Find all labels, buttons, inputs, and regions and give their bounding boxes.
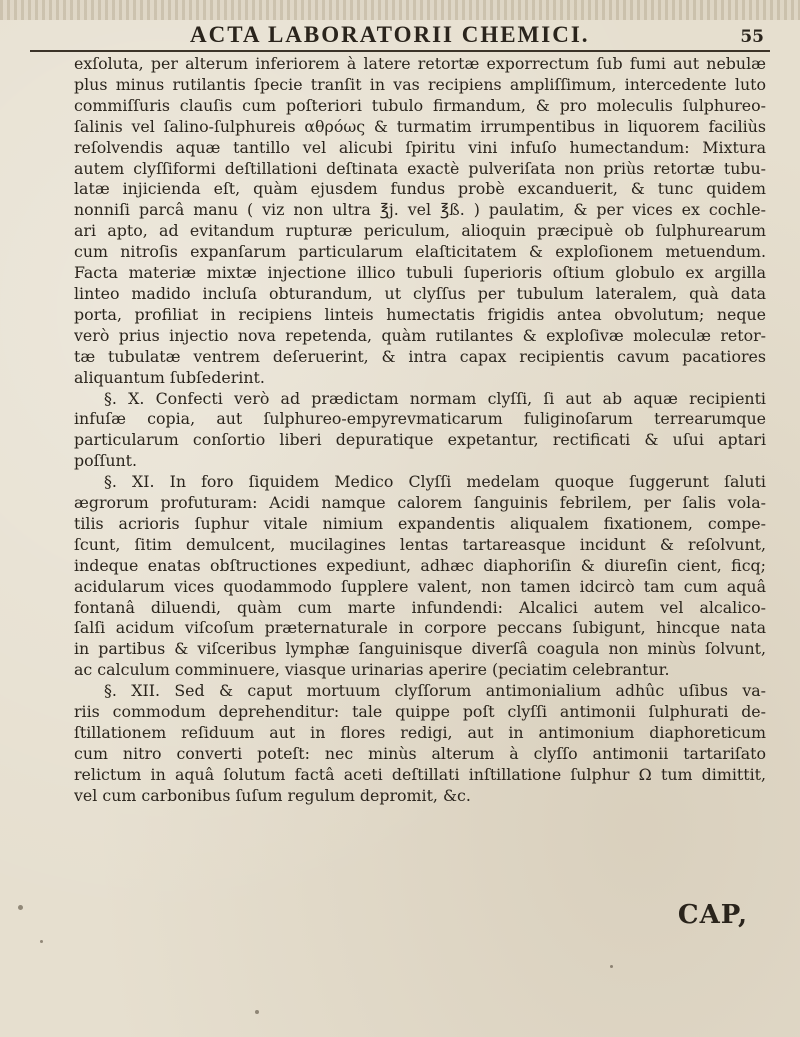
text-line: nonniſi parcâ manu ( viz non ultra ℥j. vel ℥ß. ) paulatim, & per vices ex cochle- [74,200,766,220]
text-line: ac calculum comminuere, viasque urinarias aperire (peciatim celebrantur. [74,660,670,680]
text-line: in partibus & viſceribus lymphæ ſanguinisque diverſâ coagula non minùs ſolvunt, [74,639,766,659]
text-line: tæ tubulatæ ventrem deſeruerint, & intra capax recipientis cavum pacatiores [74,346,766,366]
section-x-heading-line: §. X. Confecti verò ad prædictam normam clyſſi, ſi aut ab aquæ recipienti [104,388,766,408]
page-header [30,18,770,52]
text-line: ſalſi acidum viſcoſum præternaturale in corpore peccans ſubigunt, hincque nata [74,618,766,638]
text-line: latæ injicienda eſt, quàm ejusdem fundus probè excanduerit, & tunc quidem [74,179,766,199]
text-line: linteo madido incluſa obturandum, ut clyſſus per tubulum lateralem, quà data [74,283,766,303]
text-line: commiſſuris clauſis cum poſteriori tubulo firmandum, & pro moleculis ſulphureo- [74,95,766,115]
text-line: ægrorum profuturam: Acidi namque calorem ſanguinis febrilem, per ſalis vola- [74,493,766,513]
ink-speck [255,1010,259,1014]
text-line: verò prius injectio nova repetenda, quàm rutilantes & exploſivæ moleculæ retor- [74,325,766,345]
text-line: tilis acrioris ſuphur vitale nimium expandentis aliqualem fixationem, compe- [74,513,766,533]
text-line: indeque enatas obſtructiones expediunt, adhæc diaphoriſin & diureſin cient, ficq; [74,555,766,575]
text-line: acidularum vices quodammodo ſupplere valent, non tamen idcircò tam cum aquâ [74,576,766,596]
text-line: ſcunt, ſitim demulcent, mucilagines lentas tartareasque incidunt & reſolvunt, [74,534,766,554]
section-xi-heading-line: §. XI. In foro ſiquidem Medico Clyſſi medelam quoque ſuggerunt ſaluti [104,472,766,492]
ink-speck [18,905,23,910]
text-line: ſtillationem reſiduum aut in flores redigi, aut in antimonium diaphoreticum [74,723,766,742]
text-line: reſolvendis aquæ tantillo vel alicubi ſpiritu vini infuſo humectandum: Mixtura [74,137,766,157]
text-line: riis commodum deprehenditur: tale quippe poſt clyſſi antimonii ſulphurati de- [74,702,766,722]
previous-page-bleed [0,0,800,20]
text-line: ari apto, ad evitandum rupturæ periculum, alioquin præcipuè ob ſulphurearum [74,221,766,241]
text-line: poſſunt. [74,451,138,471]
text-line: cum nitro converti poteſt: nec minùs alterum à clyſſo antimonii tartariſato [74,743,766,763]
section-xii-heading-line: §. XII. Sed & caput mortuum clyſſorum antimonialium adhûc uſibus va- [104,681,766,701]
catchword: CAP, [677,900,748,930]
page-number: 55 [740,27,764,47]
body-text [74,54,766,807]
text-line: Facta materiæ mixtæ injectione illico tubuli ſuperioris oſtium globulo ex argilla [74,263,766,283]
text-line: vel cum carbonibus ſuſum regulum depromit, &c. [74,785,471,805]
text-line: fontanâ diluendi, quàm cum marte infundendi: Alcalici autem vel alcalico- [74,597,766,617]
text-line: exſoluta, per alterum inferiorem à latere retortæ exporrectum ſub fumi aut nebulæ [74,54,766,73]
text-line: ſalinis vel ſalino-ſulphureis αθρόως & turmatim irrumpentibus in liquorem faciliùs [74,116,766,136]
running-title: ACTA LABORATORII CHEMICI. [190,22,590,47]
ink-speck [40,940,43,943]
text-line: aliquantum ſubſederint. [74,367,265,387]
text-line: infuſæ copia, aut ſulphureo-empyrevmaticarum fuliginoſarum terrearumque [74,409,766,429]
text-line: cum nitroſis expanſarum particularum elaſticitatem & exploſionem metuendum. [74,242,766,262]
ink-speck [610,965,613,968]
text-line: plus minus rutilantis ſpecie tranſit in vas recipiens ampliſſimum, intercedente luto [74,74,766,94]
text-line: relictum in aquâ ſolutum factâ aceti deſtillati inſtillatione ſulphur Ω tum dimittit, [74,764,766,784]
text-line: particularum conſortio liberi depuratique expetantur, rectificati & uſui aptari [74,430,766,450]
text-line: porta, profiliat in recipiens linteis humectatis frigidis antea obvolutum; neque [74,304,766,324]
text-line: autem clyſſiformi deſtillationi deſtinata exactè pulveriſata non priùs retortæ tubu- [74,158,766,178]
